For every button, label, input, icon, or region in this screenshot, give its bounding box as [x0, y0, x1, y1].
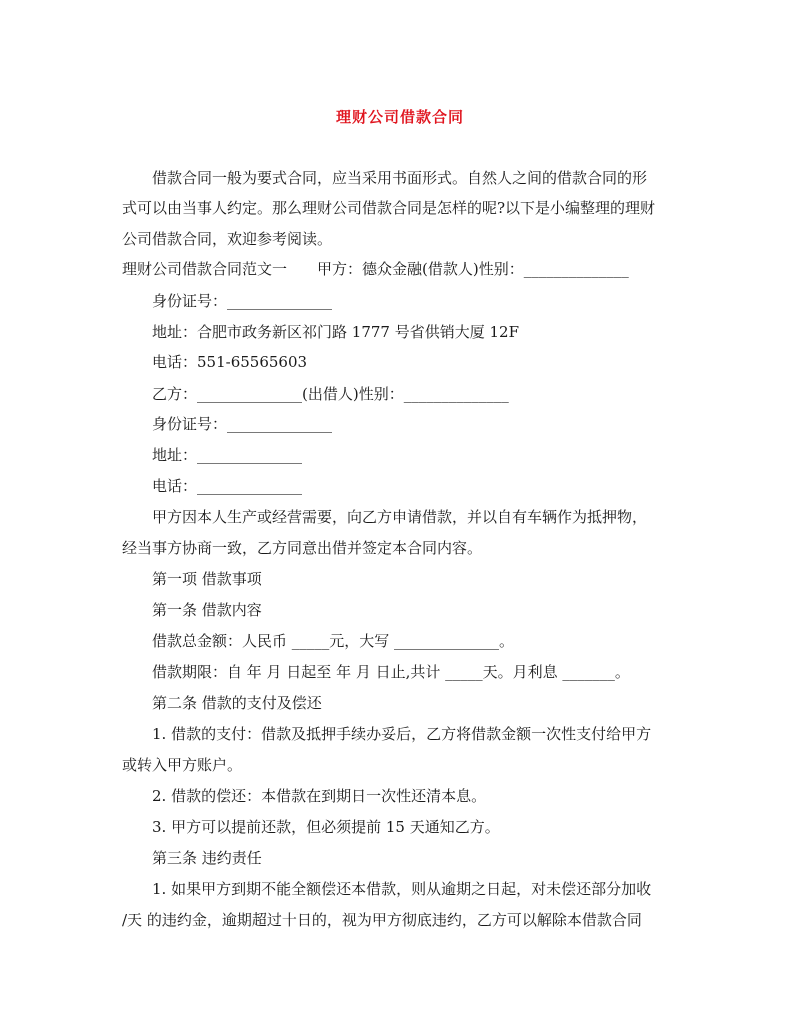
- document-title: 理财公司借款合同: [335, 108, 464, 126]
- loan-amount-line: 借款总金额：人民币 _____元，大写 ______________。: [152, 632, 515, 650]
- preamble-line-1: 甲方因本人生产或经营需要，向乙方申请借款，并以自有车辆作为抵押物，: [152, 508, 648, 526]
- section-1-heading: 第一项 借款事项: [152, 570, 262, 588]
- clause-2-1-line-1: 1. 借款的支付：借款及抵押手续办妥后，乙方将借款金额一次性支付给甲方: [152, 725, 652, 743]
- article-1-heading: 第一条 借款内容: [152, 601, 262, 619]
- party-a-line: 理财公司借款合同范文一 甲方：德众金融(借款人)性别：______________: [122, 260, 629, 278]
- party-a-phone: 电话：551-65565603: [152, 353, 308, 371]
- intro-line-3: 公司借款合同，欢迎参考阅读。: [122, 230, 333, 248]
- party-b-id: 身份证号：______________: [152, 415, 333, 433]
- intro-line-2: 式可以由当事人约定。那么理财公司借款合同是怎样的呢?以下是小编整理的理财: [122, 199, 656, 217]
- party-b-line: 乙方：______________(出借人)性别：______________: [152, 385, 509, 403]
- clause-2-1-line-2: 或转入甲方账户。: [122, 756, 243, 774]
- preamble-line-2: 经当事方协商一致，乙方同意出借并签定本合同内容。: [122, 539, 483, 557]
- clause-2-3: 3. 甲方可以提前还款，但必须提前 15 天通知乙方。: [152, 818, 500, 836]
- loan-term-line: 借款期限：自 年 月 日起至 年 月 日止,共计 _____天。月利息 _______。: [152, 663, 630, 681]
- party-a-address: 地址：合肥市政务新区祁门路 1777 号省供销大厦 12F: [152, 323, 519, 341]
- intro-line-1: 借款合同一般为要式合同，应当采用书面形式。自然人之间的借款合同的形: [152, 169, 648, 187]
- article-2-heading: 第二条 借款的支付及偿还: [152, 694, 322, 712]
- party-b-address: 地址：______________: [152, 446, 303, 464]
- clause-3-1-line-2: /天 的违约金，逾期超过十日的，视为甲方彻底违约，乙方可以解除本借款合同: [122, 911, 642, 929]
- party-b-phone: 电话：______________: [152, 477, 303, 495]
- clause-3-1-line-1: 1. 如果甲方到期不能全额偿还本借款，则从逾期之日起，对未偿还部分加收: [152, 880, 652, 898]
- clause-2-2: 2. 借款的偿还：本借款在到期日一次性还清本息。: [152, 787, 487, 805]
- article-3-heading: 第三条 违约责任: [152, 849, 262, 867]
- party-a-id: 身份证号：______________: [152, 292, 333, 310]
